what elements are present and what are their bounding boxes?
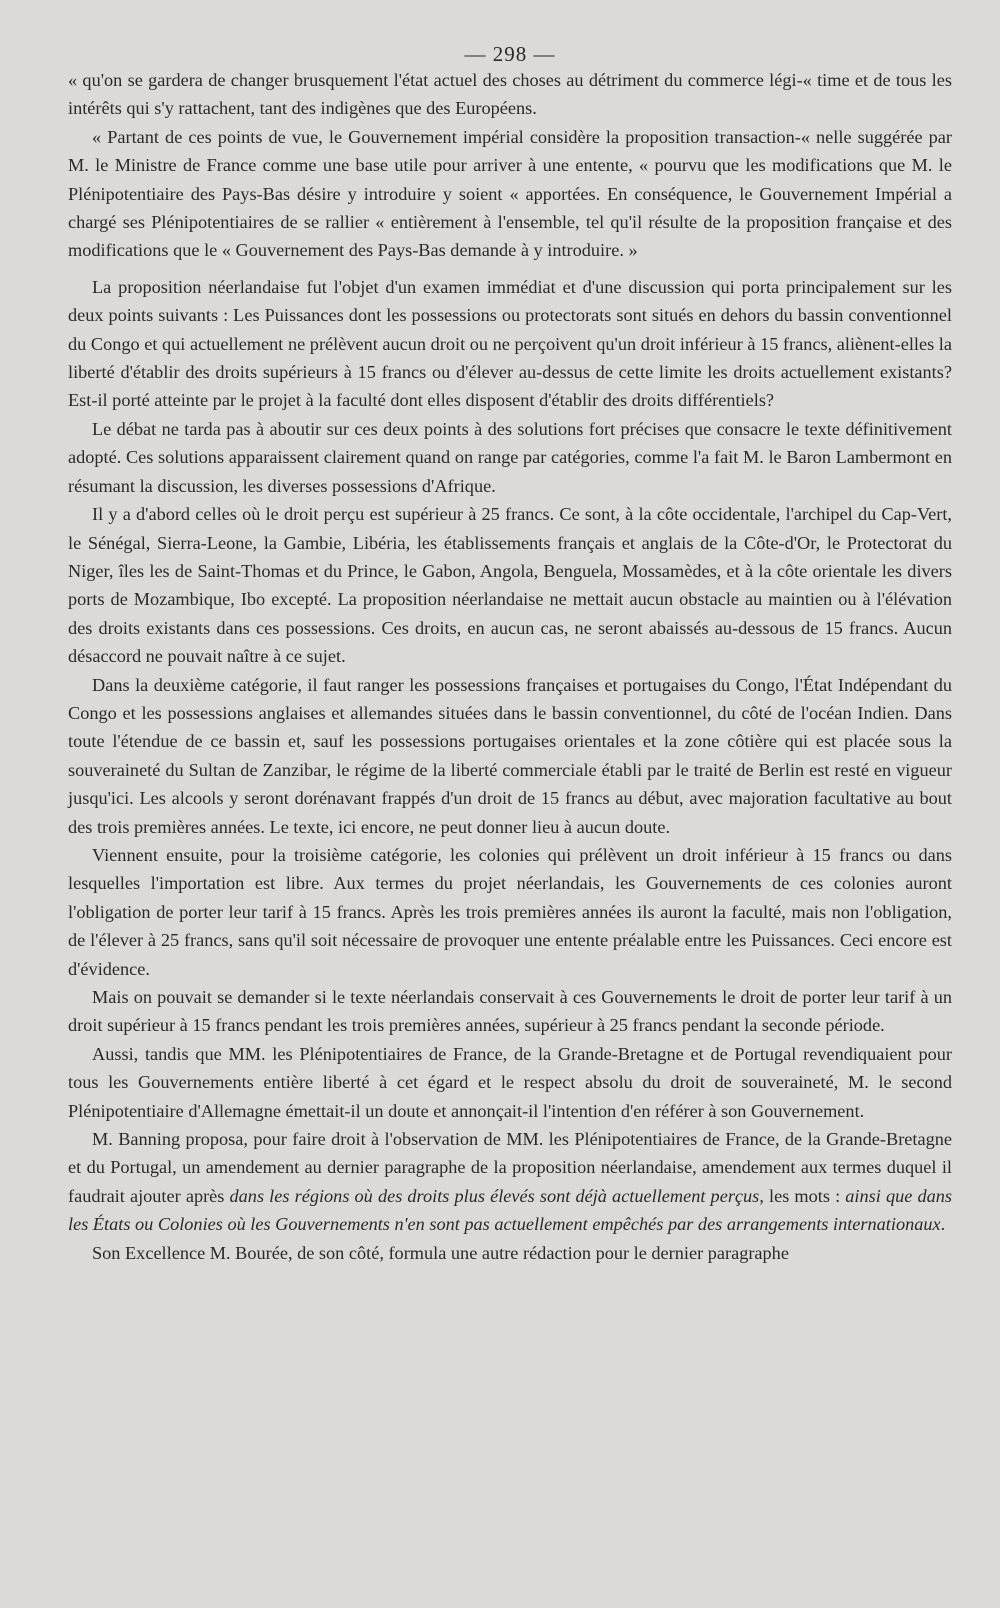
page-number: — 298 —: [464, 42, 556, 66]
paragraph-3: Il y a d'abord celles où le droit perçu est supérieur à 25 francs. Ce sont, à la côte occidentale, l'archipel du Cap-Vert, le Sénégal, Sierra-Leone, la Gambie, Libéria, les établissements français et anglais de la Côte-d'Or, le Protectorat du Niger, îles les de Saint-Thomas et du Prince, le Gabon, Angola, Benguela, Mossamèdes, et à la côte orientale les divers ports de Mozambique, Ibo excepté. La proposition néerlandaise ne mettait aucun obstacle au maintien ou à l'élévation des droits existants dans ces possessions. Ces droits, en aucun cas, ne seront abaissés au-dessous de 15 francs. Aucun désaccord ne pouvait naître à ce sujet.: [68, 504, 952, 667]
paragraph-8-text-middle: , les mots :: [759, 1185, 846, 1206]
paragraph-quote-1: « qu'on se gardera de changer brusquement l'état actuel des choses au détriment du commerce légi-« time et de tous les intérêts qui s'y rattachent, tant des indigènes que des Européens.: [68, 70, 952, 119]
paragraph-4: Dans la deuxième catégorie, il faut ranger les possessions françaises et portugaises du Congo, l'État Indépendant du Congo et les possessions anglaises et allemandes situées dans le bassin conventionnel, du côté de l'océan Indien. Dans toute l'étendue de ce bassin et, sauf les possessions portugaises orientales et la zone côtière qui est placée sous la souveraineté du Sultan de Zanzibar, le régime de la liberté commerciale établi par le traité de Berlin est resté en vigueur jusqu'ici. Les alcools y seront dorénavant frappés d'un droit de 15 francs au début, avec majoration facultative au bout des trois premières années. Le texte, ici encore, ne peut donner lieu à aucun doute.: [68, 674, 952, 837]
paragraph-8: [68, 1125, 952, 1239]
paragraph-8-text-after: .: [940, 1214, 946, 1235]
paragraph-2: Le débat ne tarda pas à aboutir sur ces deux points à des solutions fort précises que consacre le texte définitivement adopté. Ces solutions apparaissent clairement quand on range par catégories, comme l'a fait M. le Baron Lambermont en résumant la discussion, les diverses possessions d'Afrique.: [68, 418, 952, 496]
paragraph-8-italic-1: dans les régions où des droits plus élevés sont déjà actuellement perçus: [229, 1185, 760, 1206]
paragraph-1: La proposition néerlandaise fut l'objet d'un examen immédiat et d'une discussion qui porta principalement sur les deux points suivants : Les Puissances dont les possessions ou protectorats sont situés en dehors du bassin conventionnel du Congo et qui actuellement ne prélèvent aucun droit ou ne perçoivent qu'un droit inférieur à 15 francs, aliènent-elles la liberté d'établir des droits supérieurs à 15 francs ou d'élever au-dessus de cette limite les droits actuellement existants? Est-il porté atteinte par le projet à la faculté dont elles disposent d'établir des droits différentiels?: [68, 276, 952, 411]
paragraph-7: Aussi, tandis que MM. les Plénipotentiaires de France, de la Grande-Bretagne et de Portugal revendiquaient pour tous les Gouvernements entière liberté à cet égard et le respect absolu du droit de souveraineté, M. le second Plénipotentiaire d'Allemagne émettait-il un doute et annonçait-il l'intention d'en référer à son Gouvernement.: [68, 1043, 952, 1121]
paragraph-9: Son Excellence M. Bourée, de son côté, formula une autre rédaction pour le dernier paragraphe: [92, 1242, 789, 1263]
paragraph-quote-2: « Partant de ces points de vue, le Gouvernement impérial considère la proposition transaction-« nelle suggérée par M. le Ministre de France comme une base utile pour arriver à une entente, « pourvu que les modifications que M. le Plénipotentiaire des Pays-Bas désire y introduire y soient « apportées. En conséquence, le Gouvernement Impérial a chargé ses Plénipotentiaires de se rallier « entièrement à l'ensemble, tel qu'il résulte de la proposition française et des modifications que le « Gouvernement des Pays-Bas demande à y introduire. »: [68, 126, 952, 261]
paragraph-5: Viennent ensuite, pour la troisième catégorie, les colonies qui prélèvent un droit inférieur à 15 francs ou dans lesquelles l'importation est libre. Aux termes du projet néerlandais, les Gouvernements de ces colonies auront l'obligation de porter leur tarif à 15 francs. Après les trois premières années ils auront la faculté, mais non l'obligation, de l'élever à 25 francs, sans qu'il soit nécessaire de provoquer une entente préalable entre les Puissances. Ceci encore est d'évidence.: [68, 844, 952, 979]
paragraph-6: Mais on pouvait se demander si le texte néerlandais conservait à ces Gouvernements le droit de porter leur tarif à un droit supérieur à 15 francs pendant les trois premières années, supérieur à 25 francs pendant la seconde période.: [68, 987, 952, 1036]
paragraph-8-text-before: M. Banning proposa, pour faire droit à l'observation de MM. les Plénipotentiaires de France, de la Grande-Bretagne et du Portugal, un amendement au dernier paragraphe de la proposition néerlandaise, amendement aux termes duquel il faudrait ajouter après: [68, 1129, 952, 1206]
paragraph-8-italic-2: ainsi que dans les États ou Colonies où les Gouvernements n'en sont pas actuellement empêchés par des arrangements internationaux: [68, 1185, 952, 1235]
